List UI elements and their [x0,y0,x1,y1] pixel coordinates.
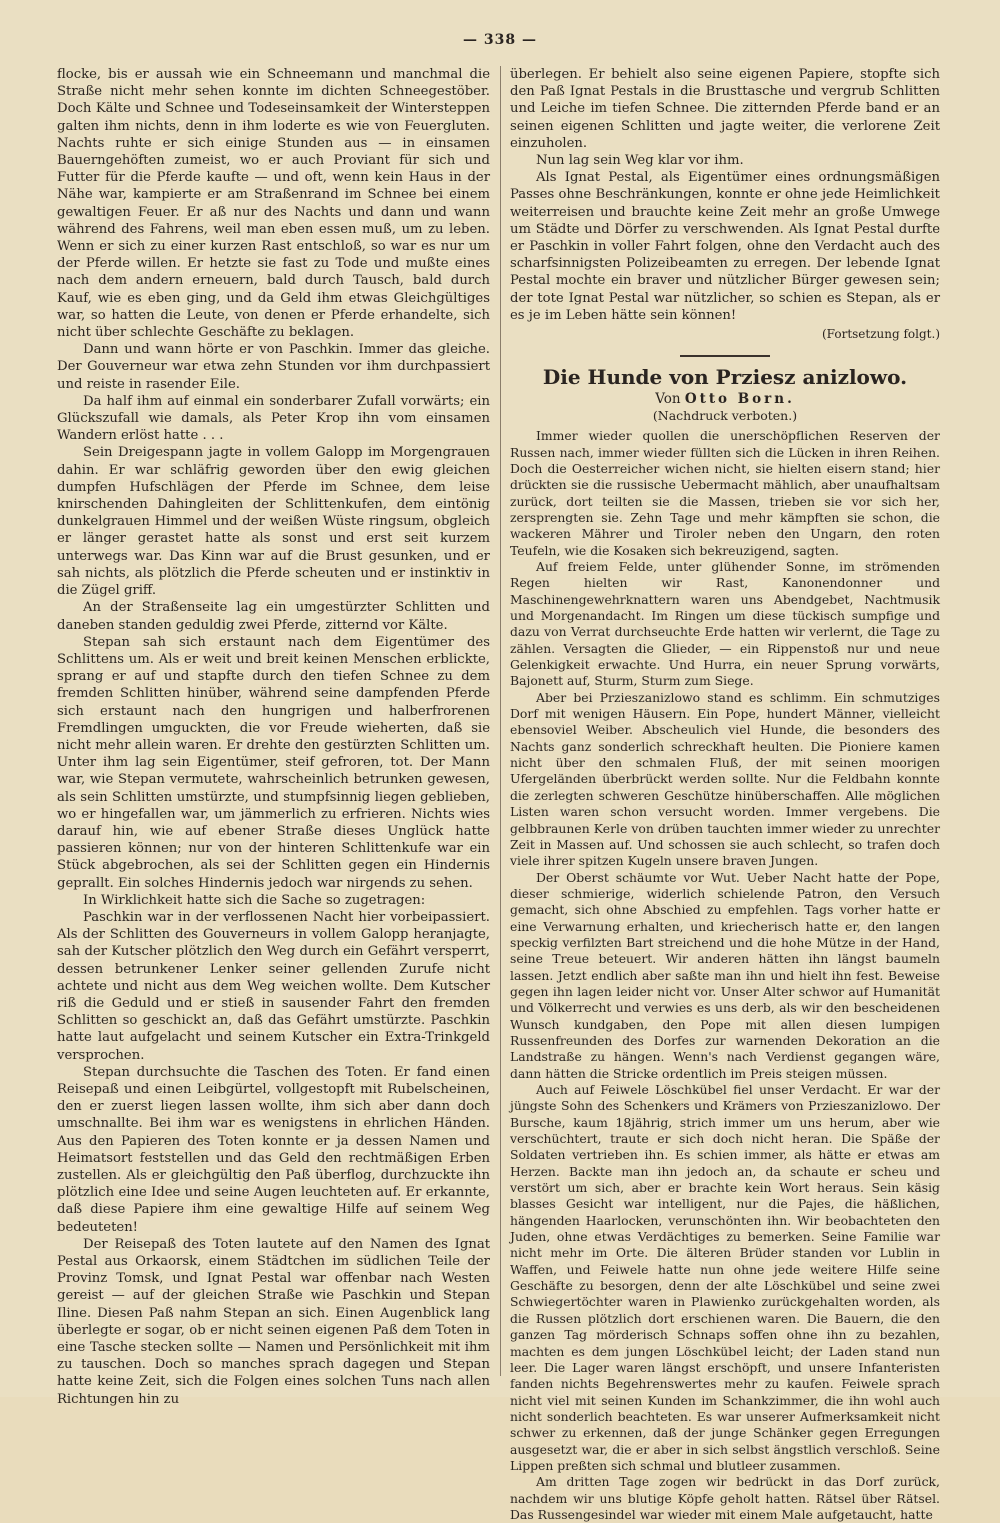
byline [510,391,940,408]
story-paragraph: Auch auf Feiwele Löschkübel fiel unser Verdacht. Er war der jüngste Sohn des Schenkers und Krämers von Przieszanizlowo. Der Bursche, kaum 18jährig, strich immer um uns herum, aber wie verschüchtert, traute er sich doch nicht heran. Die Späße der Soldaten vertrieben ihn. Es schien immer, als hätte er etwas am Herzen. Backte man ihn jedoch an, da schaute er scheu und verstört um sich, aber er brachte kein Wort heraus. Sein käsig blasses Gesicht war intelligent, nur die Pajes, die häßlichen, hängenden Haarlocken, verunschönten ihn. Wir beobachteten den Juden, ohne etwas Verdächtiges zu bemerken. Seine Familie war nicht mehr im Orte. Die älteren Brüder standen vor Lublin in Waffen, und Feiwele hatte nun ohne jede weitere Hilfe seine Geschäfte zu besorgen, denn der alte Löschkübel und seine zwei Schwiegertöchter waren in Plawienko zurückgehalten worden, als die Russen plötzlich dort erschienen waren. Die Bauern, die den ganzen Tag mörderisch Schnaps soffen ohne ihn zu bezahlen, machten es dem jungen Löschkübel leicht; der Laden stand nun leer. Die Lager waren längst erschöpft, und unsere Infanteristen fanden nichts Begehrenswertes mehr zu kaufen. Feiwele sprach nicht viel mit seinen Kunden im Schankzimmer, die ihn wohl auch nicht sonderlich beachteten. Es war unserer Aufmerksamkeit nicht schwer zu erkennen, daß der junge Schänker gegen Erregungen ausgesetzt war, die er aber in sich selbst ängstlich verschloß. Seine Lippen preßten sich schmal und blutleer zusammen. [510,1082,940,1473]
paragraph: Als Ignat Pestal, als Eigentümer eines ordnungsmäßigen Passes ohne Beschränkungen, konnte er ohne jede Heimlichkeit weiterreisen und brauchte keine Zeit mehr an große Umwege um Städte und Dörfer zu verschwenden. Als Ignat Pestal durfte er Paschkin in voller Fahrt folgen, ohne den Verdacht auch des scharfsinnigsten Polizeibeamten zu erregen. Der lebende Ignat Pestal mochte ein braver und nützlicher Bürger gewesen sein; der tote Ignat Pestal war nützlicher, so schien es Stepan, als er es je im Leben hätte sein können! [510,170,940,323]
paragraph: Da half ihm auf einmal ein sonderbarer Zufall vorwärts; ein Glückszufall wie damals, als Peter Krop ihn vom einsamen Wandern erlöst hatte . . . [57,393,490,444]
paragraph: Der Reisepaß des Toten lautete auf den Namen des Ignat Pestal aus Orkaorsk, einem Städtchen im südlichen Teile der Provinz Tomsk, und Ignat Pestal war offenbar nach Westen gereist — auf der gleichen Straße wie Paschkin und Stepan Iline. Diesen Paß nahm Stepan an sich. Einen Augenblick lang überlegte er sogar, ob er nicht seinen eigenen Paß dem Toten in eine Tasche stecken sollte — Namen und Persönlichkeit mit ihm zu tauschen. Doch so manches sprach dagegen und Stepan hatte keine Zeit, sich die Folgen eines solchen Tuns nach allen Richtungen hin zu [57,1236,490,1407]
story-body [510,428,940,1523]
story-paragraph: Am dritten Tage zogen wir bedrückt in das Dorf zurück, nachdem wir uns blutige Köpfe geholt hatten. Rätsel über Rätsel. Das Russengesindel war wieder mit einem Male aufgetaucht, hatte [510,1474,940,1522]
story-paragraph: Auf freiem Felde, unter glühender Sonne, im strömenden Regen hielten wir Rast, Kanonendonner und Maschinengewehrknattern waren uns Abendgebet, Nachtmusik und Morgenandacht. Im Ringen um diese tückisch sumpfige und dazu von Verrat durchseuchte Erde hatten wir verlernt, die Tage zu zählen. Versagten die Glieder, — ein Rippenstoß nur und neue Gelenkigkeit erwachte. Und Hurra, ein neuer Sprung vorwärts, Bajonett auf, Sturm, Sturm zum Siege. [510,559,940,689]
section-divider [680,355,770,357]
story-title: Die Hunde von Prziesz anizlowo. [542,365,908,390]
reprint-notice: (Nachdruck verboten.) [652,408,798,424]
story-paragraph: Aber bei Przieszanizlowo stand es schlimm. Ein schmutziges Dorf mit wenigen Häusern. Ein Pope, hundert Männer, vielleicht ebensoviel Weiber. Abscheulich viel Hunde, die besonders des Nachts ganz sonderlich schreckhaft heulten. Die Pioniere kamen nicht über den schmalen Fluß, der mit seinen moorigen Ufergeländen überbrückt werden sollte. Nur die Feldbahn konnte die zerlegten schweren Geschütze hinüberschaffen. Alle möglichen Listen waren schon versucht worden. Immer vergebens. Die gelbbraunen Kerle von drüben tauchten immer wieder zu unrechter Zeit in Massen auf. Und schossen sie auch schlecht, so trafen doch viele ihrer spitzen Kugeln unsere braven Jungen. [510,689,940,869]
paragraph: flocke, bis er aussah wie ein Schneemann und manchmal die Straße nicht mehr sehen konnte im dichten Schneegestöber. Doch Kälte und Schnee und Todeseinsamkeit der Wintersteppen galten ihm nichts, denn in ihm loderte es wie von Feuergluten. Nachts ruhte er sich einige Stunden aus — in einsamen Bauerngehöften zumeist, wo er auch Proviant für sich und Futter für die Pferde kaufte — und oft, wenn kein Haus in der Nähe war, kampierte er am Straßenrand im Schnee bei einem gewaltigen Feuer. Er aß nur des Nachts und dann und wann während des Fahrens, weil man eben essen muß, um zu leben. Wenn er sich zu einer kurzen Rast entschloß, so war es nur um der Pferde willen. Er hetzte sie fast zu Tode und mußte eines nach dem andern erneuern, bald durch Tausch, bald durch Kauf, wie es eben ging, und da Geld ihm etwas Gleichgültiges war, so hatten die Leute, von denen er Pferde erhandelte, sich nicht über schlechte Geschäfte zu beklagen. [57,67,490,341]
paragraph: An der Straßenseite lag ein umgestürzter Schlitten und daneben standen geduldig zwei Pferde, zitternd vor Kälte. [57,600,490,633]
right-column [510,66,940,1522]
fortsetzung-folgt: (Fortsetzung folgt.) [822,327,940,342]
paragraph: Paschkin war in der verflossenen Nacht hier vorbeipassiert. Als der Schlitten des Gouverneurs in vollem Galopp heranjagte, sah der Kutscher plötzlich den Weg durch ein Gefährt versperrt, dessen betrunkener Lenker seiner gellenden Zurufe nicht achtete und nicht aus dem Weg weichen wollte. Dem Kutscher riß die Geduld und er stieß in sausender Fahrt den fremden Schlitten so geschickt an, daß das Gefährt umstürzte. Paschkin hatte laut aufgelacht und seinem Kutscher ein Extra-Trinkgeld versprochen. [57,909,490,1063]
paragraph: Dann und wann hörte er von Paschkin. Immer das gleiche. Der Gouverneur war etwa zehn Stunden vor ihm durchpassiert und reiste in rasender Eile. [57,342,490,392]
page-number: — 338 — [463,32,537,48]
paragraph: Nun lag sein Weg klar vor ihm. [536,153,744,169]
column-rule [500,66,501,1376]
left-column [57,66,490,1407]
paragraph: Stepan durchsuchte die Taschen des Toten. Er fand einen Reisepaß und einen Leibgürtel, vollgestopft mit Rubelscheinen, den er zuerst liegen lassen wollte, ihm sich aber dann doch umschnallte. Bei ihm war es wenigstens in ehrlichen Händen. Aus den Papieren des Toten konnte er ja dessen Namen und Heimatsort feststellen und das Geld den rechtmäßigen Erben zustellen. Als er gleichgültig den Paß überflog, durchzuckte ihn plötzlich eine Idee und seine Augen leuchteten auf. Er erkannte, daß diese Papiere ihm eine gewaltige Hilfe auf seinem Weg bedeuteten! [57,1064,490,1235]
byline-prefix: Von [655,391,681,408]
paragraph: In Wirklichkeit hatte sich die Sache so zugetragen: [83,892,426,908]
story-author: Otto Born. [684,391,795,408]
paragraph: Stepan sah sich erstaunt nach dem Eigentümer des Schlittens um. Als er weit und breit keinen Menschen erblickte, sprang er auf und stapfte durch den tiefen Schnee zu dem fremden Schlitten hinüber, während seine dampfenden Pferde sich erstaunt nach den hungrigen und halberfrorenen Fremdlingen umguckten, die vor Freude wieherten, daß sie nicht mehr allein waren. Er drehte den gestürzten Schlitten um. Unter ihm lag sein Eigentümer, steif gefroren, tot. Der Mann war, wie Stepan vermutete, wahrscheinlich betrunken gewesen, als sein Schlitten umstürzte, und stumpfsinnig liegen geblieben, wo er hingefallen war, um jämmerlich zu erfrieren. Nichts wies darauf hin, wie auf ebener Straße dieses Unglück hatte passieren können; nur von der hinteren Schlittenkufe war ein Stück abgebrochen, als sei der Schlitten gegen ein Hindernis geprallt. Ein solches Hindernis jedoch war nirgends zu sehen. [57,634,490,891]
story-paragraph: Immer wieder quollen die unerschöpflichen Reserven der Russen nach, immer wieder füllten sich die Lücken in ihren Reihen. Doch die Oesterreicher wichen nicht, sie hielten eisern stand; hier drückten sie die russische Uebermacht mählich, aber unaufhaltsam zurück, dort teilten sie die Massen, trieben sie vor sich her, zersprengten sie. Zehn Tage und mehr kämpften sie schon, die wackeren Mährer und Tiroler neben den Ungarn, den roten Teufeln, wie die Kosaken sich bekreuzigend, sagten. [510,428,940,558]
paragraph: Sein Dreigespann jagte in vollem Galopp im Morgengrauen dahin. Er war schläfrig geworden über den ewig gleichen dumpfen Hufschlägen der Pferde im Schnee, dem leise knirschenden Dahingleiten der Schlittenkufen, dem eintönig dunkelgrauen Himmel und der weißen Wüste ringsum, obgleich er länger gerastet hatte als sonst und erst seit kurzem unterwegs war. Das Kinn war auf die Brust gesunken, und er sah nichts, als plötzlich die Pferde scheuten und er instinktiv in die Zügel griff. [57,445,490,599]
serial-continuation [510,66,940,324]
story-paragraph: Der Oberst schäumte vor Wut. Ueber Nacht hatte der Pope, dieser schmierige, widerlich schielende Patron, den Versuch gemacht, sich ohne Abschied zu empfehlen. Tags vorher hatte er eine Verwarnung erhalten, und kriecherisch hatte er, den langen speckig verfilzten Bart streichend und die hohe Mütze in der Hand, seine Treue beteuert. Wir anderen hätten ihn längst baumeln lassen. Jetzt endlich aber saßte man ihn und hielt ihn fest. Beweise gegen ihn lagen leider nicht vor. Unser Alter schwor auf Humanität und Völkerrecht und verwies es uns derb, als wir den bescheidenen Wunsch kundgaben, den Pope mit allen diesen lumpigen Russenfreunden des Dorfes zur warnenden Dekoration an die Landstraße zu hängen. Wenn's nach Verdienst gegangen wäre, dann hätten die Stricke ordentlich im Preis steigen müssen. [510,869,940,1081]
paragraph: überlegen. Er behielt also seine eigenen Papiere, stopfte sich den Paß Ignat Pestals in die Brusttasche und vergrub Schlitten und Leiche im tiefen Schnee. Die zitternden Pferde band er an seinen eigenen Schlitten und jagte weiter, die verlorene Zeit einzuholen. [510,67,940,151]
